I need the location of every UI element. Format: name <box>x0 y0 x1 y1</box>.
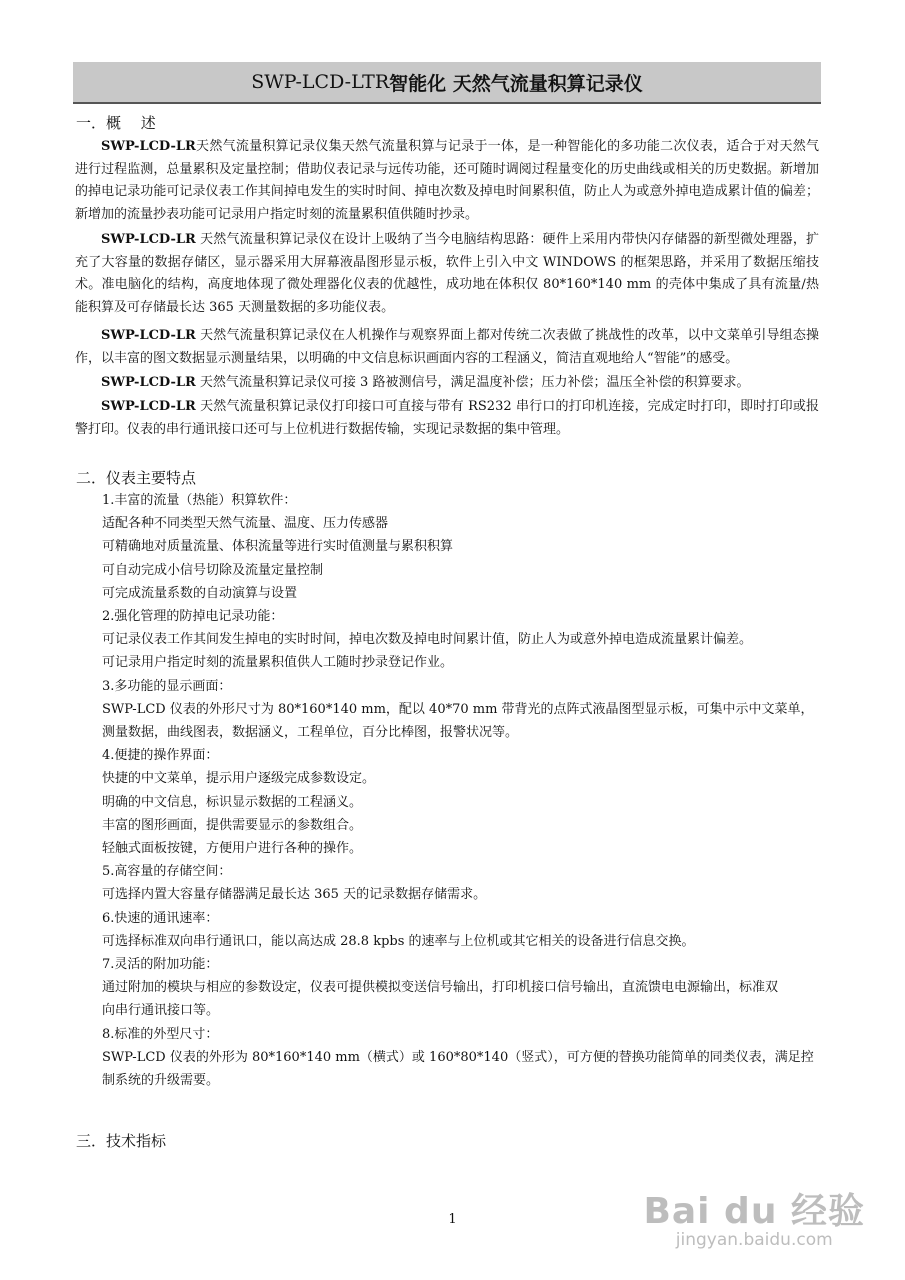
feature-line: 5.高容量的存储空间： <box>102 864 232 880</box>
paragraph-lead: SWP-LCD-LR <box>101 375 196 390</box>
feature-line: 8.标准的外型尺寸： <box>102 1026 219 1042</box>
feature-line: 可选择内置大容量存储器满足最长达 365 天的记录数据存储需求。 <box>102 887 487 903</box>
document-title-bar <box>73 62 821 104</box>
paragraph-text: 天然气流量积算记录仪在人机操作与观察界面上都对传统二次表做了挑战性的改革，以中文菜单引导组态操作，以丰富的图文数据显示测量结果，以明确的中文信息标识画面内容的工程涵义，简洁直观地给人“智能”的感受。 <box>75 328 819 366</box>
feature-line: 轻触式面板按键，方便用户进行各种的操作。 <box>102 841 363 857</box>
feature-line: 向串行通讯接口等。 <box>102 1003 220 1019</box>
title-latin: SWP-LCD-LTR <box>251 71 390 93</box>
feature-line: 6.快速的通讯速率： <box>102 910 219 926</box>
page-number: 1 <box>448 1212 457 1227</box>
feature-line: 可完成流量系数的自动演算与设置 <box>102 585 298 601</box>
feature-line: 测量数据，曲线图表，数据涵义，工程单位，百分比棒图，报警状况等。 <box>102 725 519 741</box>
overview-paragraph-4 <box>75 372 819 395</box>
paragraph-text: 天然气流量积算记录仪打印接口可直接与带有 RS232 串行口的打印机连接，完成定时打印，即时打印或报警打印。仪表的串行通讯接口还可与上位机进行数据传输，实现记录数据的集中管理。 <box>75 399 819 437</box>
watermark-url: jingyan.baidu.com <box>675 1230 833 1250</box>
feature-line: 可记录仪表工作其间发生掉电的实时时间，掉电次数及掉电时间累计值，防止人为或意外掉电造成流量累计偏差。 <box>102 632 753 648</box>
feature-line: 适配各种不同类型天然气流量、温度、压力传感器 <box>102 516 389 532</box>
watermark-logo: Bai du 经验 <box>643 1191 865 1232</box>
title-chinese: 智能化 天然气流量积算记录仪 <box>389 72 643 95</box>
section-heading-overview: 一．概 述 <box>76 114 156 132</box>
feature-line: 7.灵活的附加功能： <box>102 957 219 973</box>
paragraph-lead: SWP-LCD-LR <box>101 232 196 247</box>
feature-line: SWP-LCD 仪表的外形为 80*160*140 mm（横式）或 160*80*140（竖式），可方便的替换功能简单的同类仪表，满足控 <box>102 1049 814 1065</box>
paragraph-lead: SWP-LCD-LR <box>101 399 196 414</box>
feature-line: SWP-LCD 仪表的外形尺寸为 80*160*140 mm，配以 40*70 mm 带背光的点阵式液晶图型显示板，可集中示中文菜单， <box>102 701 814 717</box>
paragraph-text: 天然气流量积算记录仪在设计上吸纳了当今电脑结构思路：硬件上采用内带快闪存储器的新型微处理器，扩充了大容量的数据存储区，显示器采用大屏幕液晶图形显示板，软件上引入中文 WINDOWS 的框架思路，并采用了数据压缩技术。准电脑化的结构，高度地体现了微处理器化仪表的优越性，成功地在体积仅 80*160*140 mm 的壳体中集成了具有流量/热能积算及可存储最长达 365 天测量数据的多功能仪表。 <box>75 232 819 315</box>
feature-line: 制系统的升级需要。 <box>102 1073 220 1089</box>
paragraph-text: 天然气流量积算记录仪可接 3 路被测信号，满足温度补偿；压力补偿；温压全补偿的积算要求。 <box>195 375 750 390</box>
feature-line: 1.丰富的流量（热能）积算软件： <box>102 493 297 508</box>
overview-paragraph-5 <box>75 396 819 441</box>
feature-line: 丰富的图形画面，提供需要显示的参数组合。 <box>102 817 363 833</box>
overview-paragraph-1 <box>75 136 819 226</box>
overview-paragraph-3 <box>75 325 819 370</box>
section-heading-specs: 三．技术指标 <box>76 1132 167 1150</box>
feature-line: 可自动完成小信号切除及流量定量控制 <box>102 562 324 578</box>
feature-line: 通过附加的模块与相应的参数设定，仪表可提供模拟变送信号输出，打印机接口信号输出，直流馈电电源输出，标准双 <box>102 980 779 996</box>
feature-line: 可选择标准双向串行通讯口，能以高达成 28.8 kpbs 的速率与上位机或其它相关的设备进行信息交换。 <box>102 933 695 949</box>
feature-line: 3.多功能的显示画面： <box>102 678 232 694</box>
overview-paragraph-2 <box>75 229 819 319</box>
feature-line: 明确的中文信息，标识显示数据的工程涵义。 <box>102 794 363 810</box>
paragraph-text: 天然气流量积算记录仪集天然气流量积算与记录于一体，是一种智能化的多功能二次仪表，适合于对天然气进行过程监测，总量累积及定量控制；借助仪表记录与远传功能，还可随时调阅过程量变化的历史曲线或相关的历史数据。新增加的掉电记录功能可记录仪表工作其间掉电发生的实时时间、掉电次数及掉电时间累积值，防止人为或意外掉电造成累计值的偏差；新增加的流量抄表功能可记录用户指定时刻的流量累积值供随时抄录。 <box>75 139 819 222</box>
baidu-watermark <box>643 1183 865 1250</box>
feature-line: 4.便捷的操作界面： <box>102 748 219 764</box>
section-heading-features: 二．仪表主要特点 <box>76 469 197 487</box>
features-list <box>102 489 820 1092</box>
feature-line: 2.强化管理的防掉电记录功能： <box>102 609 284 625</box>
paragraph-lead: SWP-LCD-LR <box>101 328 196 343</box>
feature-line: 快捷的中文菜单，提示用户逐级完成参数设定。 <box>102 771 376 787</box>
feature-line: 可记录用户指定时刻的流量累积值供人工随时抄录登记作业。 <box>102 655 454 671</box>
feature-line: 可精确地对质量流量、体积流量等进行实时值测量与累积积算 <box>102 539 454 555</box>
paragraph-lead: SWP-LCD-LR <box>101 139 196 154</box>
